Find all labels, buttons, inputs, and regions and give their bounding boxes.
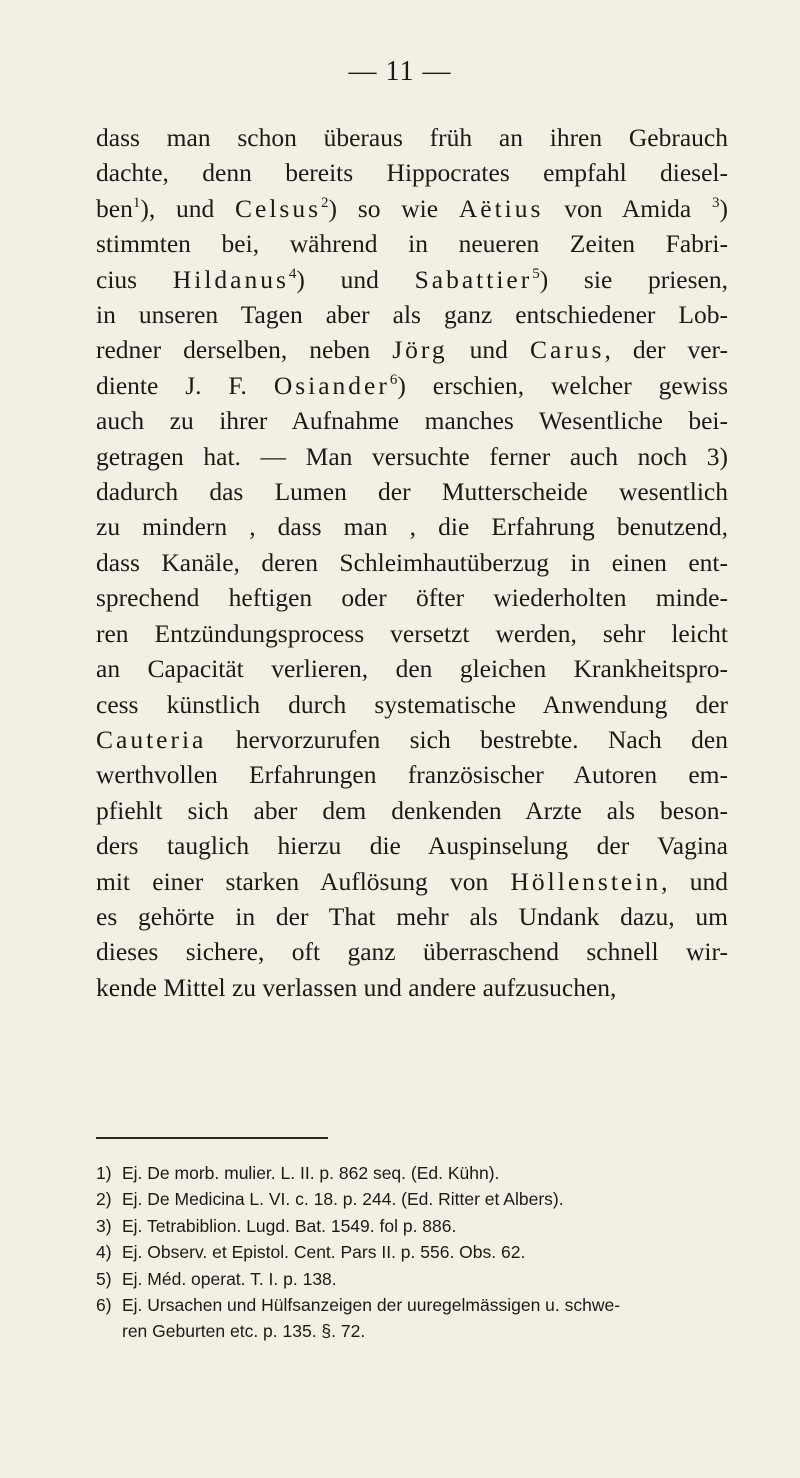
footnote-ref: 4 [288,265,297,282]
text-run: ) erschien, welcher gewiss [397,370,728,400]
text-line [96,191,728,226]
footnote-text: Ej. Tetrabiblion. Lugd. Bat. 1549. fol p. 886. [122,1215,457,1236]
text-run: ) [719,193,728,223]
text-line [96,368,728,403]
term-name: Cauteria [96,724,207,754]
footnote [96,1266,736,1292]
author-name: Celsus [235,193,322,223]
footnote-number: 4) [96,1242,112,1263]
footnote-text: Ej. De morb. mulier. L. II. p. 862 seq. (Ed. Kühn). [122,1163,500,1183]
footnotes [96,1160,736,1345]
author-name: Sabattier [414,264,533,294]
text-run: diente J. F. [96,370,274,400]
text-line: kende Mittel zu verlassen und andere aufzusuchen, [96,972,617,1002]
text-run: ben [96,193,133,223]
footnote-text: Ej. Ursachen und Hülfsanzeigen der uuregelmässigen u. schwe- [122,1295,621,1316]
text-line: stimmten bei, während in neueren Zeiten Fabri- [96,229,728,259]
text-run: ), und [140,193,235,223]
text-line: cess künstlich durch systematische Anwendung der [96,689,728,719]
text-run: von Amida [543,193,712,223]
text-line: ders tauglich hierzu die Auspinselung der Vagina [96,831,728,861]
footnote [96,1239,736,1265]
text-run: ) sie priesen, [539,264,728,294]
text-line: dadurch das Lumen der Mutterscheide wesentlich [96,477,728,507]
text-run: ) und [296,264,415,294]
footnote-number: 1) [96,1163,112,1183]
text-line: werthvollen Erfahrungen französischer Autoren em- [96,760,728,790]
footnote-continuation: ren Geburten etc. p. 135. §. 72. [122,1321,366,1342]
text-line: sprechend heftigen oder öfter wiederholten minde- [96,583,728,613]
text-line: getragen hat. — Man versuchte ferner auch noch 3) [96,441,728,471]
author-name: Aëtius [458,193,544,223]
author-name: Hildanus [172,264,289,294]
text-line [96,262,728,297]
text-run: , und [661,866,728,896]
text-run: cius [96,264,173,294]
footnote-text: Ej. Méd. operat. T. I. p. 138. [122,1268,337,1289]
text-run: mit einer starken Auflösung von [96,866,511,896]
text-line: dass Kanäle, deren Schleimhautüberzug in einen ent- [96,547,728,577]
text-line: dieses sichere, oft ganz überraschend schnell wir- [96,937,728,967]
text-line: pfiehlt sich aber dem denkenden Arzte als beson- [96,795,728,825]
text-run: ) so wie [328,193,459,223]
text-line [96,864,728,899]
footnote-ref: 2 [321,194,329,211]
footnote-ref: 6 [389,371,398,388]
text-line: auch zu ihrer Aufnahme manches Wesentliche bei- [96,406,728,436]
footnote-number: 2) [96,1189,112,1210]
author-name: Carus [529,335,605,365]
text-line [96,155,728,190]
footnote-text: Ej. Observ. et Epistol. Cent. Pars II. p. 556. Obs. 62. [122,1242,526,1263]
footnote [96,1160,736,1186]
text-line [96,722,728,757]
text-line [96,332,728,367]
footnote-ref: 1 [132,194,141,211]
text-line-content: dachte, denn bereits Hippocrates empfahl diesel- [96,158,728,188]
page-number-header: — 11 — [348,56,452,87]
footnote-divider [96,1137,328,1139]
text-line: zu mindern , dass man , die Erfahrung benutzend, [96,512,728,542]
text-line: in unseren Tagen aber als ganz entschiedener Lob- [96,300,728,330]
footnote [96,1186,736,1212]
footnote-number: 5) [96,1268,112,1289]
footnote [96,1292,736,1318]
text-line: dass man schon überaus früh an ihren Gebrauch [96,123,728,152]
footnote-ref: 3 [712,194,720,211]
text-run: , der ver- [604,335,729,365]
text-run: und [447,335,530,365]
text-line: ren Entzündungsprocess versetzt werden, sehr leicht [96,618,728,648]
text-run: hervorzurufen sich bestrebte. Nach den [206,724,728,754]
author-name: Osiander [273,370,390,400]
footnote-ref: 5 [532,265,540,282]
text-line: an Capacität verlieren, den gleichen Krankheitspro- [96,654,728,684]
footnote-text: Ej. De Medicina L. VI. c. 18. p. 244. (Ed. Ritter et Albers). [122,1189,564,1210]
footnote [96,1213,736,1239]
footnote-number: 6) [96,1295,112,1316]
text-line: es gehörte in der That mehr als Undank dazu, um [96,901,728,931]
author-name: Jörg [392,335,448,365]
text-run: redner derselben, neben [96,335,393,365]
main-text [96,120,728,1005]
footnote-number: 3) [96,1215,112,1236]
term-name: Höllenstein [510,866,662,896]
